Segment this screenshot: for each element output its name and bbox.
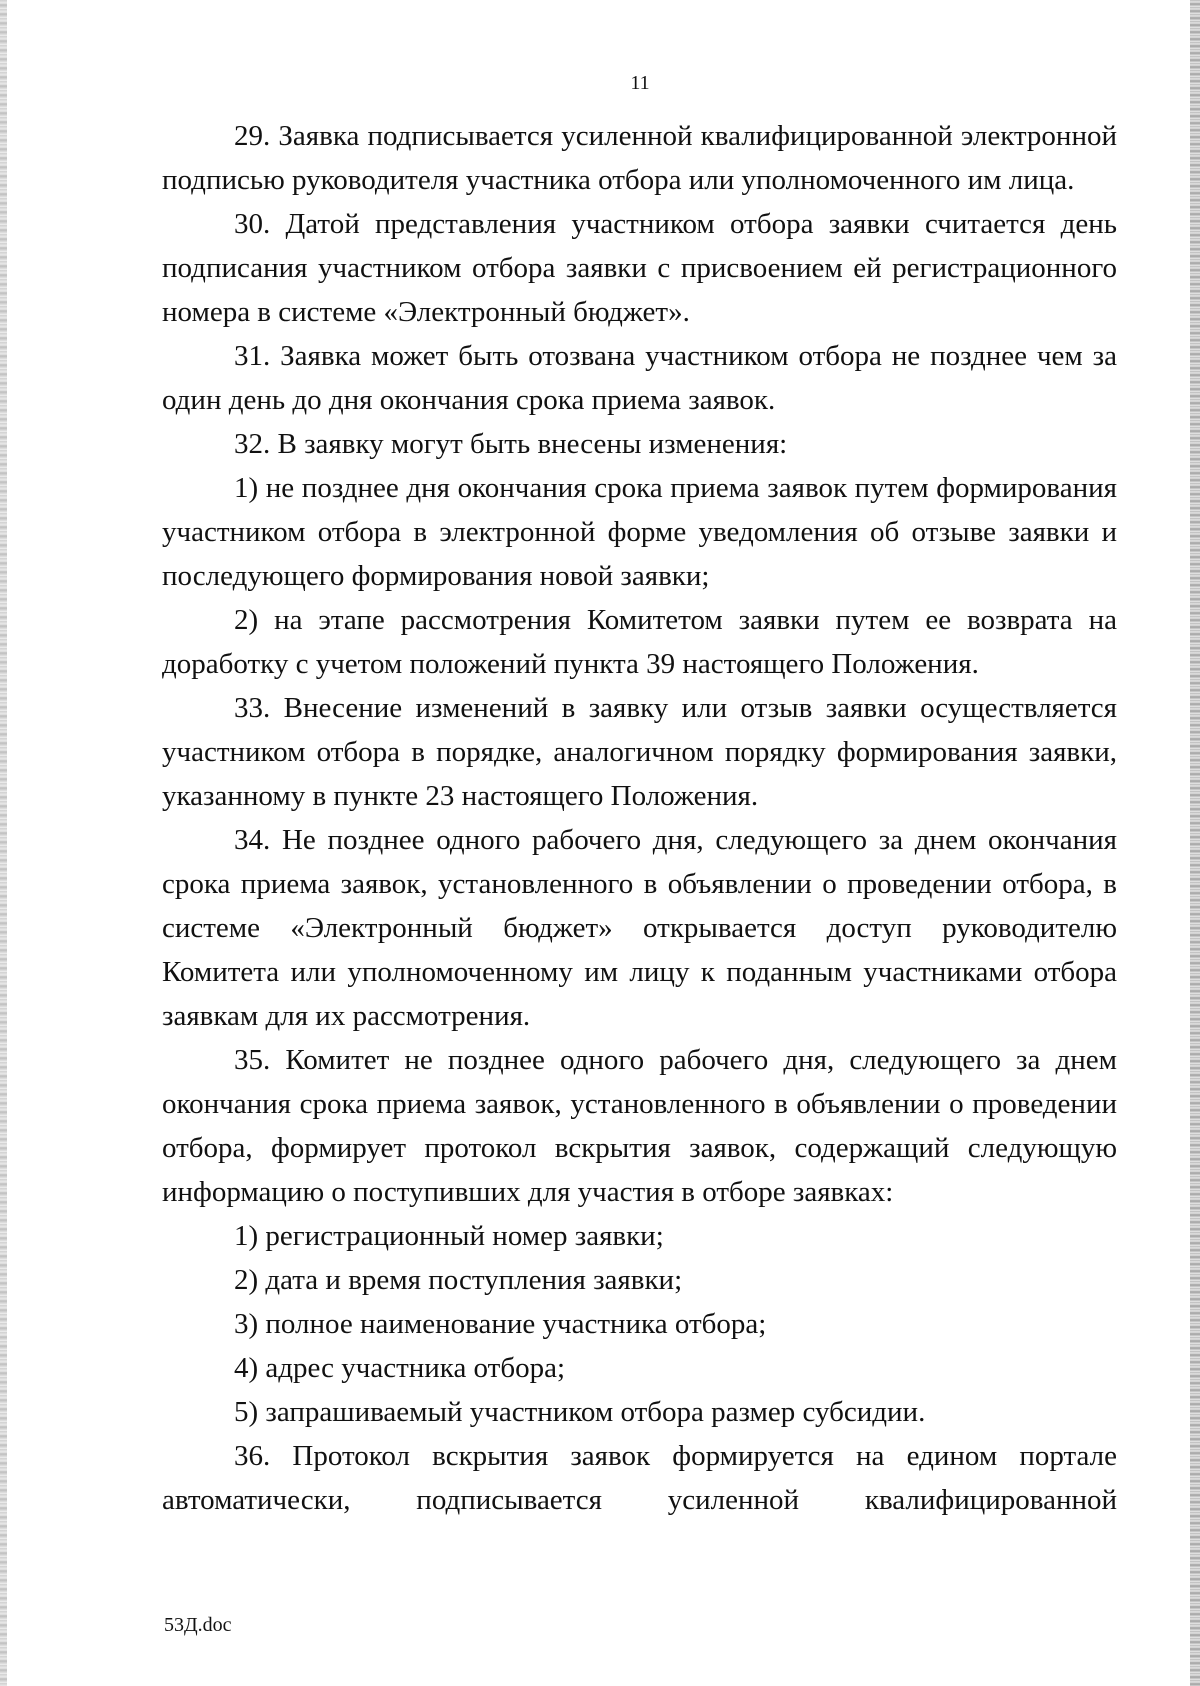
paragraph-35-item-1: 1) регистрационный номер заявки;	[234, 1220, 664, 1252]
paragraph-35-item-4: 4) адрес участника отбора;	[234, 1352, 566, 1384]
paragraph-35-item-3: 3) полное наименование участника отбора;	[234, 1308, 767, 1340]
paragraph-29: 29. Заявка подписывается усиленной квалифицированной электронной подписью руководителя участника отбора или уполномоченного им лица.	[162, 120, 1117, 196]
page-number: 11	[630, 72, 650, 94]
paragraph-35-item-2: 2) дата и время поступления заявки;	[234, 1264, 683, 1296]
document-body	[162, 114, 1117, 1522]
paragraph-32-item-1: 1) не позднее дня окончания срока приема заявок путем формирования участником отбора в электронной форме уведомления об отзыве заявки и последующего формирования новой заявки;	[162, 472, 1117, 592]
paragraph-35-item-5: 5) запрашиваемый участником отбора размер субсидии.	[234, 1396, 926, 1428]
paragraph-34: 34. Не позднее одного рабочего дня, следующего за днем окончания срока приема заявок, установленного в объявлении о проведении отбора, в системе «Электронный бюджет» открывается доступ руководителю Комитета или уполномоченному им лицу к поданным участниками отбора заявкам для их рассмотрения.	[162, 824, 1117, 1032]
paragraph-32-item-2: 2) на этапе рассмотрения Комитетом заявки путем ее возврата на доработку с учетом положений пункта 39 настоящего Положения.	[162, 604, 1117, 680]
paragraph-30: 30. Датой представления участником отбора заявки считается день подписания участником отбора заявки с присвоением ей регистрационного номера в системе «Электронный бюджет».	[162, 208, 1117, 328]
paragraph-32: 32. В заявку могут быть внесены изменения:	[234, 428, 788, 460]
paragraph-35: 35. Комитет не позднее одного рабочего дня, следующего за днем окончания срока приема заявок, установленного в объявлении о проведении отбора, формирует протокол вскрытия заявок, содержащий следующую информацию о поступивших для участия в отборе заявках:	[162, 1044, 1117, 1208]
paragraph-33: 33. Внесение изменений в заявку или отзыв заявки осуществляется участником отбора в порядке, аналогичном порядку формирования заявки, указанному в пункте 23 настоящего Положения.	[162, 692, 1117, 812]
paragraph-36: 36. Протокол вскрытия заявок формируется на едином портале автоматически, подписывается усиленной квалифицированной	[162, 1440, 1117, 1516]
paragraph-31: 31. Заявка может быть отозвана участником отбора не позднее чем за один день до дня окончания срока приема заявок.	[162, 340, 1117, 416]
file-name-footer: 53Д.doc	[164, 1614, 232, 1636]
scan-edge-right	[1190, 0, 1200, 1686]
scan-edge-left	[0, 0, 7, 1686]
